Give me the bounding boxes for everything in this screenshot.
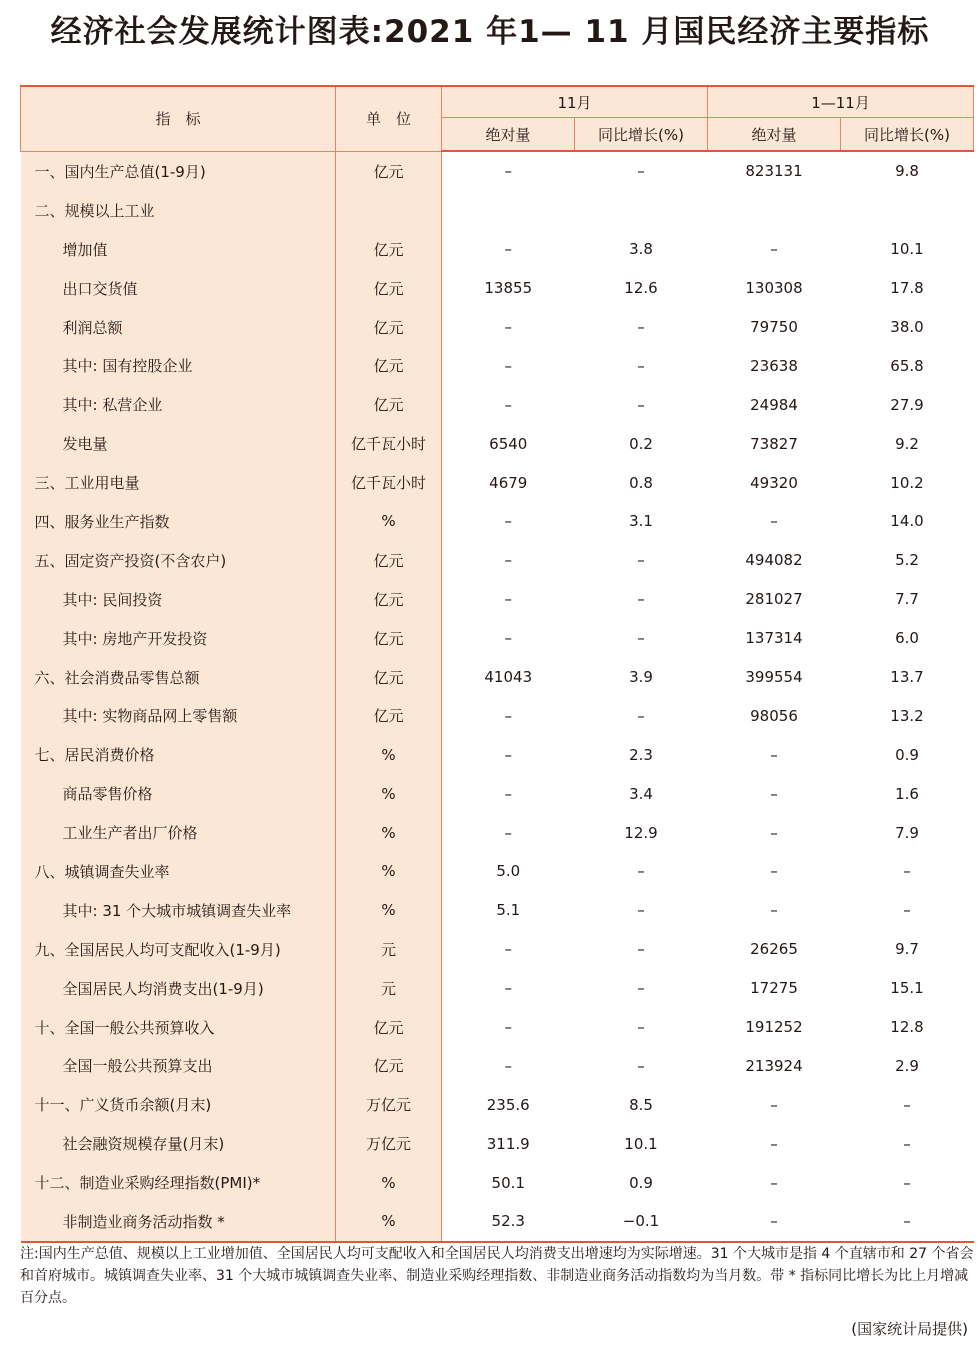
month-abs-cell: – xyxy=(504,318,512,336)
table-row xyxy=(21,308,974,347)
indicator-cell: 工业生产者出厂价格 xyxy=(21,813,336,852)
unit-cell: 亿元 xyxy=(336,696,442,735)
ytd-growth-cell xyxy=(841,191,974,230)
month-growth-cell: 12.9 xyxy=(624,823,658,842)
month-abs-cell: 311.9 xyxy=(486,1134,530,1153)
indicator-cell: 其中: 实物商品网上零售额 xyxy=(21,696,336,735)
month-growth-cell: – xyxy=(637,356,645,375)
month-abs-cell: 50.1 xyxy=(491,1173,525,1192)
indicator-cell: 十、全国一般公共预算收入 xyxy=(21,1008,336,1047)
ytd-abs-cell: 823131 xyxy=(745,162,803,181)
month-abs-cell: 13855 xyxy=(484,279,533,298)
month-abs-cell: – xyxy=(504,745,512,764)
ytd-growth-cell: – xyxy=(903,901,911,920)
month-abs-cell: 5.0 xyxy=(496,862,521,881)
table-row xyxy=(21,1008,974,1047)
table-row xyxy=(21,580,974,619)
month-abs-cell: 52.3 xyxy=(442,1202,575,1242)
table-row xyxy=(21,385,974,424)
unit-cell: 亿元 xyxy=(336,580,442,619)
unit-cell: 元 xyxy=(336,969,442,1008)
ytd-abs-cell: 23638 xyxy=(750,356,798,375)
table-row xyxy=(21,151,974,191)
unit-cell: 万亿元 xyxy=(336,1124,442,1163)
indicator-cell: 一、国内生产总值(1-9月) xyxy=(21,151,336,191)
month-abs-cell: 4679 xyxy=(489,473,528,492)
unit-cell: 亿元 xyxy=(336,1046,442,1085)
ytd-growth-cell: 10.2 xyxy=(890,473,924,492)
ytd-growth-cell: 15.1 xyxy=(890,979,924,998)
indicator-cell: 全国一般公共预算支出 xyxy=(21,1046,336,1085)
ytd-growth-cell: – xyxy=(841,1202,974,1242)
table-row xyxy=(21,696,974,735)
ytd-abs-cell: – xyxy=(770,901,778,920)
month-growth-cell: 3.9 xyxy=(629,668,653,687)
table-row xyxy=(21,658,974,697)
header-indicator: 指 标 xyxy=(21,86,336,151)
ytd-growth-cell: 7.7 xyxy=(895,590,919,609)
ytd-growth-cell: 65.8 xyxy=(890,356,924,375)
ytd-growth-cell: – xyxy=(903,1095,911,1114)
ytd-abs-cell: – xyxy=(770,862,778,881)
month-abs-cell: – xyxy=(504,940,512,959)
month-growth-cell: – xyxy=(637,901,645,920)
month-abs-cell: – xyxy=(504,823,512,842)
ytd-abs-cell: 137314 xyxy=(745,629,803,648)
month-growth-cell: 2.3 xyxy=(629,745,653,764)
unit-cell: % xyxy=(336,735,442,774)
table-row xyxy=(21,502,974,541)
ytd-abs-cell: 79750 xyxy=(750,318,798,336)
ytd-abs-cell: 494082 xyxy=(745,551,803,570)
unit-cell: 亿千瓦小时 xyxy=(336,424,442,463)
ytd-growth-cell: 7.9 xyxy=(895,823,919,842)
page-title: 经济社会发展统计图表:2021 年1— 11 月国民经济主要指标 xyxy=(50,14,930,50)
month-abs-cell: 6540 xyxy=(489,434,528,453)
ytd-growth-cell: 14.0 xyxy=(890,512,924,531)
ytd-abs-cell: – xyxy=(770,1095,778,1114)
month-abs-cell: – xyxy=(504,551,512,570)
unit-cell xyxy=(336,191,442,230)
ytd-abs-cell: 17275 xyxy=(750,979,798,998)
indicator-cell: 非制造业商务活动指数 * xyxy=(21,1202,336,1242)
ytd-abs-cell xyxy=(708,191,841,230)
month-growth-cell: 3.8 xyxy=(629,240,653,259)
month-abs-cell: – xyxy=(504,706,512,725)
indicator-cell: 利润总额 xyxy=(21,308,336,347)
ytd-growth-cell: 9.8 xyxy=(895,162,919,181)
month-abs-cell xyxy=(442,191,575,230)
indicator-cell: 社会融资规模存量(月末) xyxy=(21,1124,336,1163)
month-growth-cell: – xyxy=(637,629,645,648)
indicator-cell: 七、居民消费价格 xyxy=(21,735,336,774)
indicator-cell: 其中: 私营企业 xyxy=(21,385,336,424)
month-abs-cell: – xyxy=(504,979,512,998)
table-row xyxy=(21,774,974,813)
ytd-growth-cell: 27.9 xyxy=(890,395,924,414)
table-row xyxy=(21,930,974,969)
month-growth-cell: – xyxy=(637,1056,645,1075)
ytd-growth-cell: 1.6 xyxy=(895,784,919,803)
unit-cell: 亿元 xyxy=(336,541,442,580)
unit-cell: % xyxy=(336,502,442,541)
table-row xyxy=(21,1085,974,1124)
indicator-cell: 全国居民人均消费支出(1-9月) xyxy=(21,969,336,1008)
month-growth-cell: – xyxy=(637,551,645,570)
header-ytd-growth: 同比增长(%) xyxy=(841,118,974,152)
source-credit: (国家统计局提供) xyxy=(851,1320,968,1338)
table-row xyxy=(21,891,974,930)
header-month-abs: 绝对量 xyxy=(442,118,575,152)
month-growth-cell: 3.1 xyxy=(629,512,653,531)
month-abs-cell: – xyxy=(504,590,512,609)
ytd-abs-cell: 98056 xyxy=(750,706,798,725)
month-growth-cell: 10.1 xyxy=(624,1134,658,1153)
month-abs-cell: – xyxy=(504,356,512,375)
month-abs-cell: – xyxy=(504,1056,512,1075)
ytd-growth-cell: 5.2 xyxy=(895,551,919,570)
indicator-cell: 其中: 国有控股企业 xyxy=(21,346,336,385)
unit-cell: 元 xyxy=(336,930,442,969)
month-growth-cell: 0.2 xyxy=(629,434,653,453)
ytd-growth-cell: 6.0 xyxy=(895,629,919,648)
indicator-cell: 出口交货值 xyxy=(21,269,336,308)
indicator-cell: 五、固定资产投资(不含农户) xyxy=(21,541,336,580)
unit-cell: 亿元 xyxy=(336,346,442,385)
header-unit: 单 位 xyxy=(336,86,442,151)
ytd-growth-cell: 0.9 xyxy=(895,745,919,764)
header-month-group: 11月 xyxy=(442,86,708,118)
unit-cell: 万亿元 xyxy=(336,1085,442,1124)
ytd-growth-cell: 12.8 xyxy=(890,1018,924,1037)
indicator-cell: 六、社会消费品零售总额 xyxy=(21,658,336,697)
ytd-abs-cell: – xyxy=(770,1173,778,1192)
indicator-cell: 十一、广义货币余额(月末) xyxy=(21,1085,336,1124)
unit-cell: 亿元 xyxy=(336,308,442,347)
ytd-abs-cell: – xyxy=(770,1134,778,1153)
ytd-abs-cell: – xyxy=(708,1202,841,1242)
table-row xyxy=(21,191,974,230)
indicator-cell: 八、城镇调查失业率 xyxy=(21,852,336,891)
ytd-growth-cell: – xyxy=(903,1173,911,1192)
ytd-abs-cell: 26265 xyxy=(750,940,798,959)
indicator-cell: 二、规模以上工业 xyxy=(21,191,336,230)
month-abs-cell: 5.1 xyxy=(496,901,521,920)
ytd-abs-cell: – xyxy=(770,240,778,259)
indicator-cell: 其中: 31 个大城市城镇调查失业率 xyxy=(21,891,336,930)
ytd-growth-cell: 13.7 xyxy=(890,668,924,687)
month-abs-cell: – xyxy=(504,512,512,531)
indicator-cell: 十二、制造业采购经理指数(PMI)* xyxy=(21,1163,336,1202)
month-abs-cell: 235.6 xyxy=(486,1095,530,1114)
ytd-growth-cell: 9.7 xyxy=(895,940,919,959)
indicator-cell: 九、全国居民人均可支配收入(1-9月) xyxy=(21,930,336,969)
month-abs-cell: – xyxy=(504,240,512,259)
table-row xyxy=(21,969,974,1008)
ytd-abs-cell: 49320 xyxy=(750,473,798,492)
table-row xyxy=(21,619,974,658)
month-growth-cell: – xyxy=(637,318,645,336)
ytd-growth-cell: – xyxy=(903,862,911,881)
month-growth-cell: – xyxy=(637,395,645,414)
ytd-abs-cell: 213924 xyxy=(745,1056,803,1075)
month-growth-cell: 0.8 xyxy=(629,473,653,492)
header-ytd-abs: 绝对量 xyxy=(708,118,841,152)
unit-cell: 亿元 xyxy=(336,1008,442,1047)
unit-cell: % xyxy=(336,774,442,813)
table-row xyxy=(21,813,974,852)
month-abs-cell: – xyxy=(504,162,512,181)
indicators-table xyxy=(20,85,974,1243)
unit-cell: % xyxy=(336,852,442,891)
month-growth-cell: −0.1 xyxy=(575,1202,708,1242)
month-growth-cell: – xyxy=(637,862,645,881)
ytd-abs-cell: – xyxy=(770,512,778,531)
unit-cell: 亿元 xyxy=(336,269,442,308)
month-growth-cell: 0.9 xyxy=(629,1173,653,1192)
table-row xyxy=(21,1124,974,1163)
unit-cell: % xyxy=(336,1202,442,1242)
table-row xyxy=(21,346,974,385)
ytd-growth-cell: 17.8 xyxy=(890,279,924,298)
table-row xyxy=(21,230,974,269)
footnote: 注:国内生产总值、规模以上工业增加值、全国居民人均可支配收入和全国居民人均消费支出增速均为实际增速。31 个大城市是指 4 个直辖市和 27 个省会和首府城市。城镇调查失业率、31 个大城市城镇调查失业率、制造业采购经理指数、非制造业商务活动指数均为当月数。带 * 指标同比增长为比上月增减百分点。 xyxy=(20,1246,974,1306)
month-growth-cell: – xyxy=(637,940,645,959)
month-growth-cell: – xyxy=(637,706,645,725)
ytd-growth-cell: 10.1 xyxy=(890,240,924,259)
indicator-cell: 发电量 xyxy=(21,424,336,463)
table-row xyxy=(21,463,974,502)
table-row xyxy=(21,735,974,774)
month-growth-cell: 8.5 xyxy=(629,1095,653,1114)
header-month-growth: 同比增长(%) xyxy=(575,118,708,152)
table-row xyxy=(21,1202,974,1242)
ytd-abs-cell: 281027 xyxy=(745,590,803,609)
ytd-abs-cell: 191252 xyxy=(745,1018,803,1037)
ytd-abs-cell: – xyxy=(770,784,778,803)
month-growth-cell xyxy=(575,191,708,230)
ytd-abs-cell: – xyxy=(770,745,778,764)
month-abs-cell: – xyxy=(504,629,512,648)
unit-cell: 亿元 xyxy=(336,658,442,697)
ytd-abs-cell: – xyxy=(770,823,778,842)
unit-cell: 亿元 xyxy=(336,151,442,191)
indicator-cell: 四、服务业生产指数 xyxy=(21,502,336,541)
table-row xyxy=(21,1046,974,1085)
month-growth-cell: 3.4 xyxy=(629,784,653,803)
month-growth-cell: – xyxy=(637,590,645,609)
unit-cell: 亿元 xyxy=(336,385,442,424)
unit-cell: 亿元 xyxy=(336,619,442,658)
month-abs-cell: 41043 xyxy=(484,668,533,687)
month-growth-cell: 12.6 xyxy=(624,279,658,298)
table-row xyxy=(21,541,974,580)
unit-cell: % xyxy=(336,1163,442,1202)
table-row xyxy=(21,1163,974,1202)
month-abs-cell: – xyxy=(504,784,512,803)
month-growth-cell: – xyxy=(637,979,645,998)
table-body xyxy=(21,151,974,1242)
month-growth-cell: – xyxy=(637,1018,645,1037)
unit-cell: % xyxy=(336,813,442,852)
ytd-abs-cell: 130308 xyxy=(745,279,803,298)
indicator-cell: 三、工业用电量 xyxy=(21,463,336,502)
table-row xyxy=(21,424,974,463)
ytd-abs-cell: 399554 xyxy=(745,668,803,687)
indicator-cell: 其中: 房地产开发投资 xyxy=(21,619,336,658)
table-row xyxy=(21,852,974,891)
indicator-cell: 商品零售价格 xyxy=(21,774,336,813)
header-ytd-group: 1—11月 xyxy=(708,86,974,118)
ytd-growth-cell: 2.9 xyxy=(895,1056,919,1075)
ytd-growth-cell: 9.2 xyxy=(895,434,919,453)
ytd-growth-cell: 13.2 xyxy=(890,706,924,725)
indicator-cell: 其中: 民间投资 xyxy=(21,580,336,619)
unit-cell: 亿千瓦小时 xyxy=(336,463,442,502)
month-growth-cell: – xyxy=(637,162,645,181)
unit-cell: 亿元 xyxy=(336,230,442,269)
ytd-abs-cell: 73827 xyxy=(750,434,798,453)
unit-cell: % xyxy=(336,891,442,930)
month-abs-cell: – xyxy=(504,395,512,414)
indicator-cell: 增加值 xyxy=(21,230,336,269)
ytd-growth-cell: 38.0 xyxy=(890,318,924,336)
ytd-growth-cell: – xyxy=(903,1134,911,1153)
month-abs-cell: – xyxy=(504,1018,512,1037)
table-row xyxy=(21,269,974,308)
ytd-abs-cell: 24984 xyxy=(750,395,798,414)
